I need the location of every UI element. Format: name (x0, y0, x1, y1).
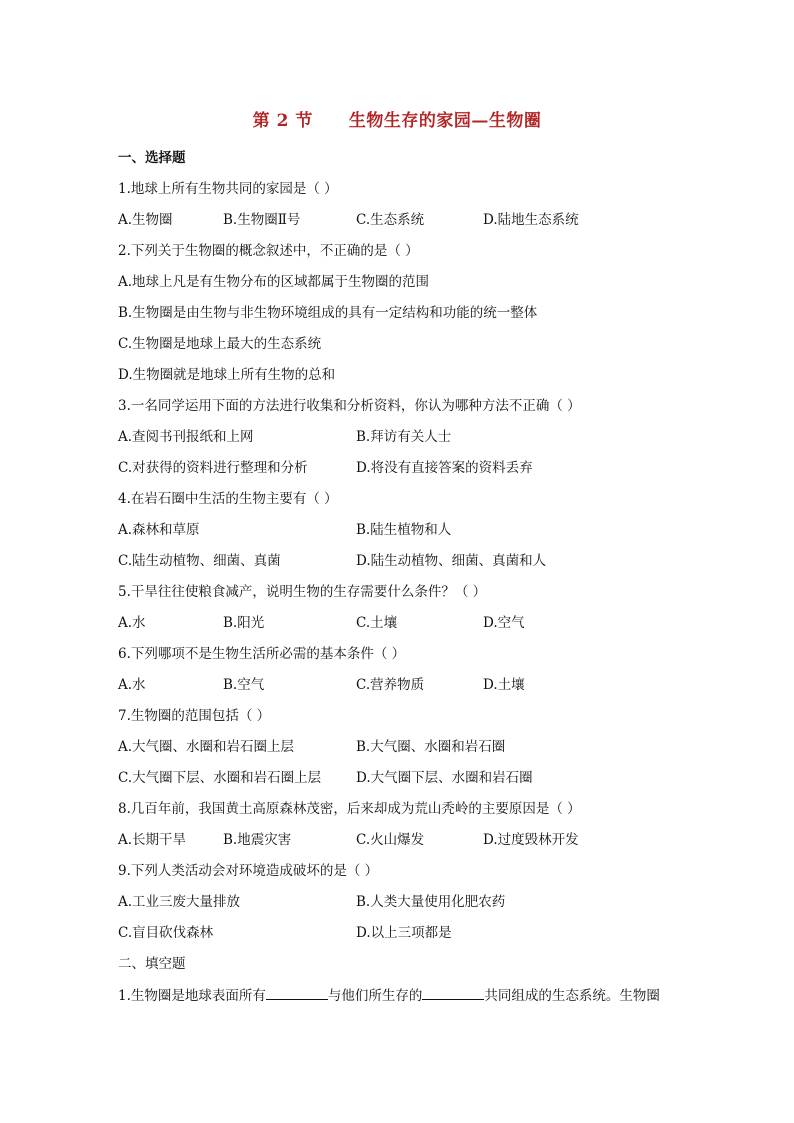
question-3-options-row1 (118, 428, 678, 446)
question-9-options-row1 (118, 893, 678, 911)
fill-text-part-3: 共同组成的生态系统。生物圈 (484, 988, 660, 1004)
question-8-stem: 8.几百年前，我国黄土高原森林茂密，后来却成为荒山秃岭的主要原因是（ ） (118, 801, 581, 817)
option-d: D.将没有直接答案的资料丢弃 (356, 460, 533, 476)
question-5-stem: 5.干旱往往使粮食减产，说明生物的生存需要什么条件？（ ） (118, 584, 487, 600)
option-b: B.地震灾害 (223, 832, 292, 848)
page-title (0, 106, 794, 131)
option-c: C.营养物质 (356, 677, 425, 693)
option-a: A.水 (118, 677, 146, 693)
question-7-options-row1 (118, 738, 678, 756)
option-a: A.生物圈 (118, 212, 173, 228)
option-b: B.人类大量使用化肥农药 (356, 894, 506, 910)
option-b: B.阳光 (223, 615, 265, 631)
option-c: C.对获得的资料进行整理和分析 (118, 460, 308, 476)
answer-blank-1[interactable] (266, 986, 328, 1000)
option-c: C.陆生动植物、细菌、真菌 (118, 553, 281, 569)
option-d: D.大气圈下层、水圈和岩石圈 (356, 770, 533, 786)
option-a: A.水 (118, 615, 146, 631)
option-c: C.生态系统 (356, 212, 425, 228)
fill-question-1 (118, 986, 660, 1005)
question-6-stem: 6.下列哪项不是生物生活所必需的基本条件（ ） (118, 646, 406, 662)
section-heading-fill: 二、填空题 (118, 956, 186, 972)
option-d: D.空气 (483, 615, 525, 631)
question-5-options (118, 614, 678, 632)
option-b: B.陆生植物和人 (356, 522, 452, 538)
option-d: D.过度毁林开发 (483, 832, 579, 848)
section-heading-choice: 一、选择题 (118, 150, 186, 166)
question-2-option-c: C.生物圈是地球上最大的生态系统 (118, 336, 322, 352)
option-b: B.大气圈、水圈和岩石圈 (356, 739, 506, 755)
question-8-options (118, 831, 678, 849)
question-3-stem: 3.一名同学运用下面的方法进行收集和分析资料，你认为哪种方法不正确（ ） (118, 398, 581, 414)
question-2-option-a: A.地球上凡是有生物分布的区域都属于生物圈的范围 (118, 274, 430, 290)
question-9-options-row2 (118, 924, 678, 942)
option-c: C.大气圈下层、水圈和岩石圈上层 (118, 770, 322, 786)
option-a: A.长期干旱 (118, 832, 187, 848)
question-3-options-row2 (118, 459, 678, 477)
option-a: A.工业三废大量排放 (118, 894, 241, 910)
option-a: A.查阅书刊报纸和上网 (118, 429, 254, 445)
question-9-stem: 9.下列人类活动会对环境造成破坏的是（ ） (118, 863, 379, 879)
answer-blank-2[interactable] (422, 986, 484, 1000)
option-c: C.土壤 (356, 615, 398, 631)
option-b: B.空气 (223, 677, 265, 693)
question-2-stem: 2.下列关于生物圈的概念叙述中，不正确的是（ ） (118, 243, 419, 259)
option-b: B.拜访有关人士 (356, 429, 452, 445)
question-7-options-row2 (118, 769, 678, 787)
title-section: 第 2 节 (252, 111, 313, 131)
option-c: C.盲目砍伐森林 (118, 925, 214, 941)
option-a: A.森林和草原 (118, 522, 200, 538)
question-7-stem: 7.生物圈的范围包括（ ） (118, 708, 271, 724)
question-1-options (118, 211, 678, 229)
question-2-option-d: D.生物圈就是地球上所有生物的总和 (118, 367, 336, 383)
question-4-stem: 4.在岩石圈中生活的生物主要有（ ） (118, 491, 338, 507)
option-d: D.以上三项都是 (356, 925, 452, 941)
option-d: D.陆生动植物、细菌、真菌和人 (356, 553, 547, 569)
option-d: D.陆地生态系统 (483, 212, 579, 228)
question-4-options-row2 (118, 552, 678, 570)
question-1-stem: 1.地球上所有生物共同的家园是（ ） (118, 181, 338, 197)
question-4-options-row1 (118, 521, 678, 539)
question-6-options (118, 676, 678, 694)
title-topic: 生物生存的家园—生物圈 (348, 111, 542, 131)
question-2-option-b: B.生物圈是由生物与非生物环境组成的具有一定结构和功能的统一整体 (118, 305, 538, 321)
option-c: C.火山爆发 (356, 832, 425, 848)
option-a: A.大气圈、水圈和岩石圈上层 (118, 739, 295, 755)
fill-text-part-1: 1.生物圈是地球表面所有 (118, 988, 266, 1004)
option-d: D.土壤 (483, 677, 525, 693)
fill-text-part-2: 与他们所生存的 (327, 988, 423, 1004)
option-b: B.生物圈Ⅱ号 (223, 212, 301, 228)
